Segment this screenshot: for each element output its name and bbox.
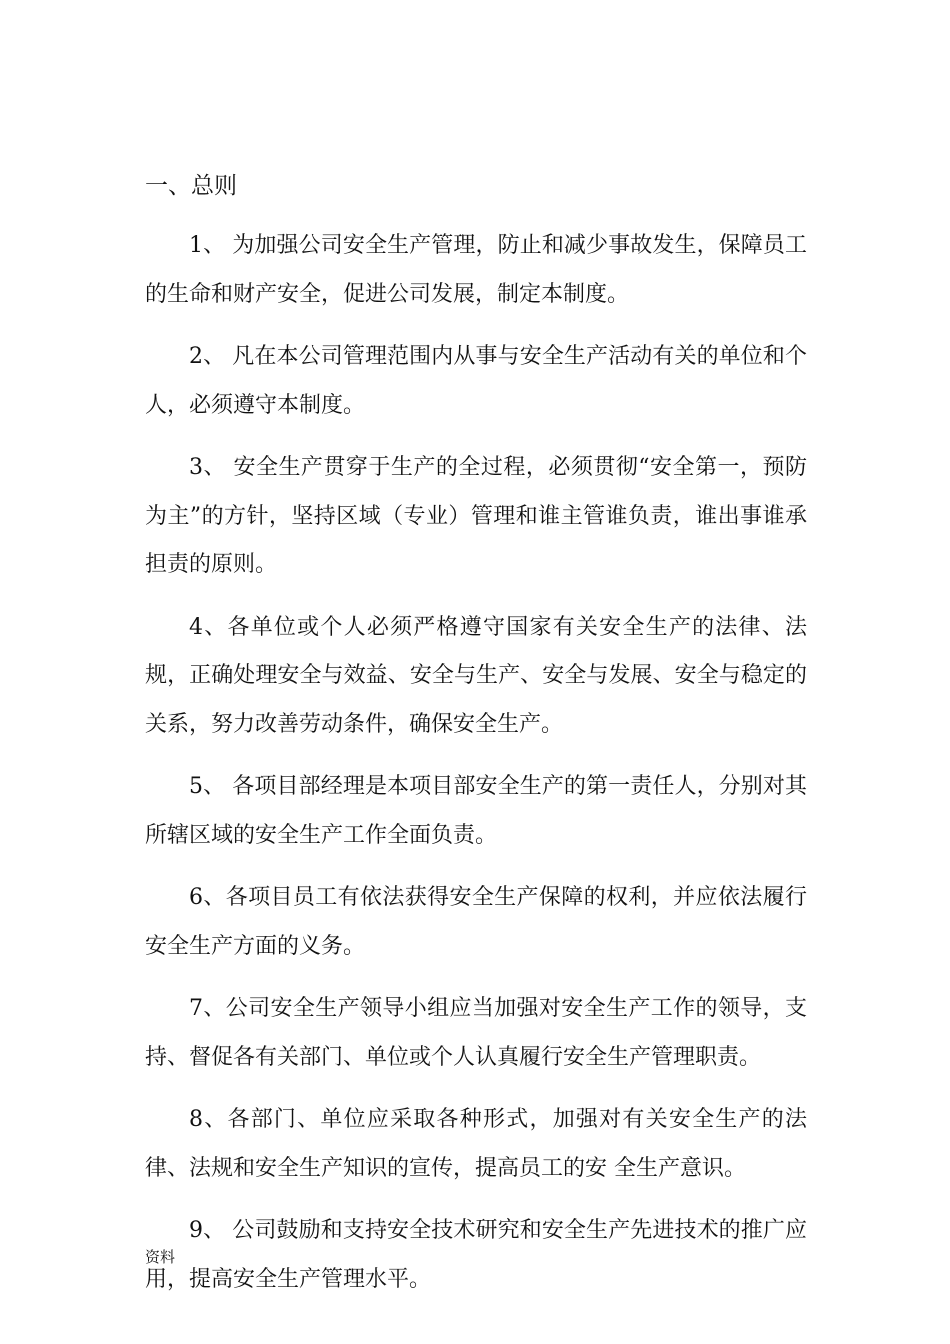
article-paragraph-4: 4、各单位或个人必须严格遵守国家有关安全生产的法律、法规，正确处理安全与效益、安全与生产、安全与发展、安全与稳定的关系，努力改善劳动条件，确保安全生产。 <box>145 614 807 737</box>
article-paragraph-9: 9、 公司鼓励和支持安全技术研究和安全生产先进技术的推广应用，提高安全生产管理水平。 <box>145 1218 807 1292</box>
article-paragraph-5: 5、 各项目部经理是本项目部安全生产的第一责任人，分别对其所辖区域的安全生产工作全面负责。 <box>145 774 807 848</box>
article-paragraph-7: 7、公司安全生产领导小组应当加强对安全生产工作的领导，支持、督促各有关部门、单位或个人认真履行安全生产管理职责。 <box>145 996 807 1070</box>
section-title: 一、总则 <box>145 173 237 199</box>
article-paragraph-3: 3、 安全生产贯穿于生产的全过程，必须贯彻“安全第一，预防为主”的方针，坚持区域（专业）管理和谁主管谁负责，谁出事谁承担责的原则。 <box>145 455 807 577</box>
article-paragraph-2: 2、 凡在本公司管理范围内从事与安全生产活动有关的单位和个人，必须遵守本制度。 <box>145 344 807 418</box>
article-paragraph-6: 6、各项目员工有依法获得安全生产保障的权利，并应依法履行安全生产方面的义务。 <box>145 885 807 959</box>
page-footer: 资料 <box>145 1248 176 1266</box>
article-paragraph-1: 1、 为加强公司安全生产管理，防止和减少事故发生，保障员工的生命和财产安全，促进公司发展，制定本制度。 <box>145 233 807 307</box>
article-body <box>145 222 807 1318</box>
article-paragraph-8: 8、各部门、单位应采取各种形式，加强对有关安全生产的法律、法规和安全生产知识的宣传，提高员工的安 全生产意识。 <box>145 1107 807 1181</box>
